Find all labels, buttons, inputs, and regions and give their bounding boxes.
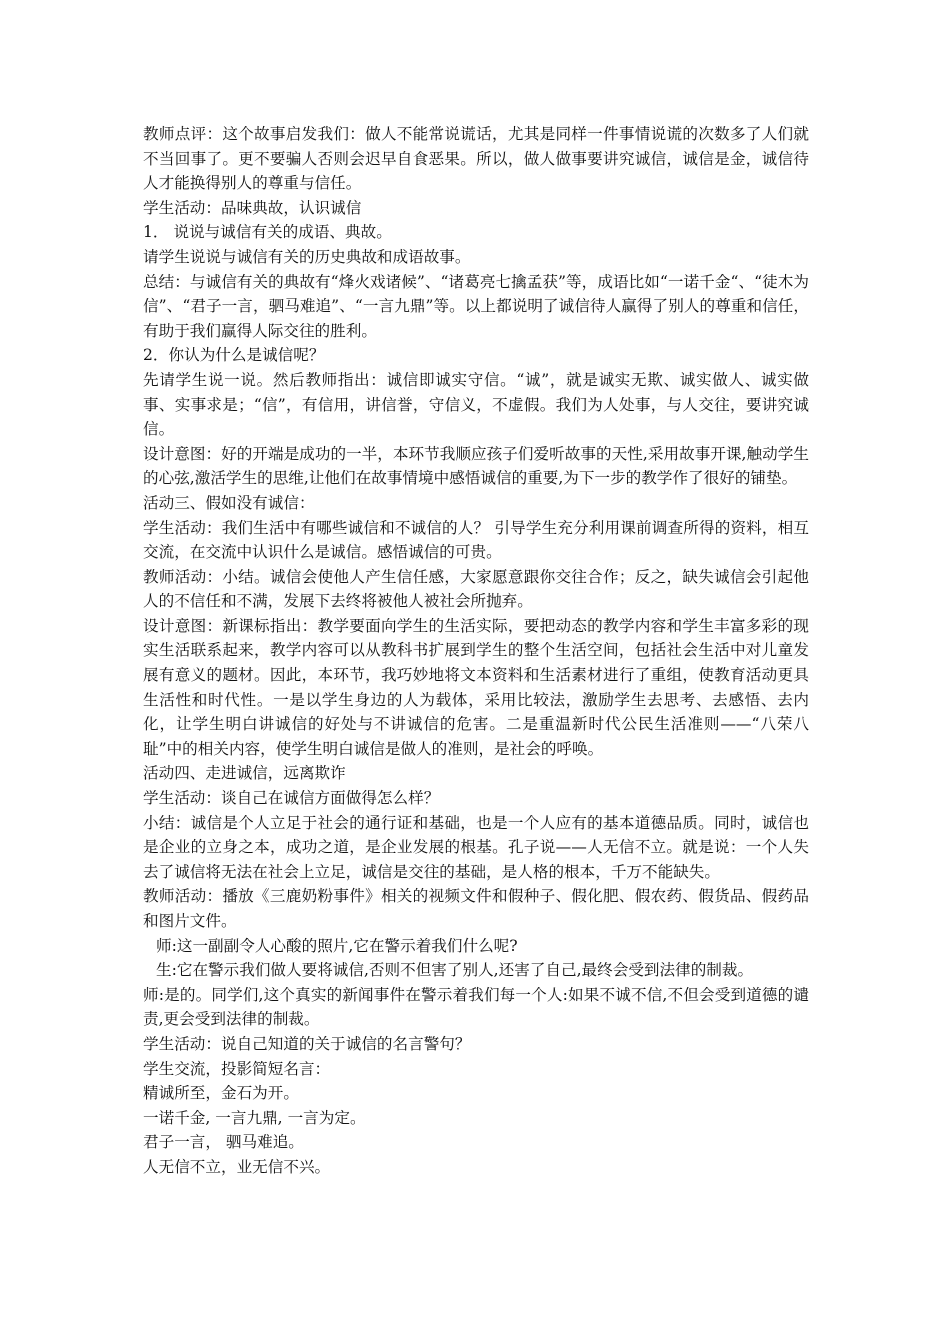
paragraph-student-activity-quotes: 学生活动：说自己知道的关于诚信的名言警句？: [143, 1034, 471, 1053]
paragraph-student-activity-idioms: 学生活动：品味典故，认识诚信: [143, 198, 362, 217]
paragraph-activity-3-heading: 活动三、假如没有诚信：: [143, 493, 315, 512]
paragraph-summary-4: 小结：诚信是个人立足于社会的通行证和基础，也是一个人应有的基本道德品质。同时，诚信也是企业的立身之本，成功之道，是企业发展的根基。孔子说——人无信不立。就是说：一个人失去了诚信将无法在社会上立足，诚信是交往的基础，是人格的根本，千万不能缺失。: [143, 813, 809, 881]
paragraph-teacher-activity-4: 教师活动：播放《三鹿奶粉事件》相关的视频文件和假种子、假化肥、假农药、假货品、假药品和图片文件。: [143, 887, 809, 930]
paragraph-item-2: 2．你认为什么是诚信呢？: [143, 346, 325, 365]
document-body: [143, 122, 809, 1180]
paragraph-design-intent-2: 设计意图：新课标指出：教学要面向学生的生活实际，要把动态的教学内容和学生丰富多彩的现实生活联系起来，教学内容可以从教科书扩展到学生的整个生活空间，包括社会生活中对儿童发展有意义的题材。因此，本环节，我巧妙地将文本资料和生活素材进行了重组，使教育活动更具生活性和时代性。一是以学生身边的人为载体，采用比较法，激励学生去思考、去感悟、去内化，让学生明白讲诚信的好处与不讲诚信的危害。二是重温新时代公民生活准则——“八荣八耻”中的相关内容，使学生明白诚信是做人的准则，是社会的呼唤。: [143, 616, 809, 758]
paragraph-design-intent-1: 设计意图：好的开端是成功的一半，本环节我顺应孩子们爱听故事的天性,采用故事开课,触动学生的心弦,激活学生的思维,让他们在故事情境中感悟诚信的重要,为下一步的教学作了很好的铺垫。: [143, 444, 809, 488]
paragraph-item-1: 1． 说说与诚信有关的成语、典故。: [143, 223, 392, 242]
paragraph-quotes-intro: 学生交流，投影简短名言：: [143, 1059, 331, 1078]
paragraph-teacher-question: 师:这一副副令人心酸的照片,它在警示着我们什么呢?: [156, 936, 518, 955]
quote-3: 君子一言， 驷马难追。: [143, 1133, 304, 1152]
paragraph-activity-4-heading: 活动四、走进诚信，远离欺诈: [143, 764, 346, 783]
paragraph-ask-students: 请学生说说与诚信有关的历史典故和成语故事。: [143, 247, 471, 266]
paragraph-summary-idioms: 总结：与诚信有关的典故有“烽火戏诸候”、“诸葛亮七擒孟获”等，成语比如“一诺千金“、“徒木为信”、“君子一言，驷马难追”、“一言九鼎”等。以上都说明了诚信待人赢得了别人的尊重和信任，有助于我们赢得人际交往的胜利。: [143, 272, 809, 340]
paragraph-student-answer: 生:它在警示我们做人要将诚信,否则不但害了别人,还害了自己,最终会受到法律的制裁。: [156, 961, 754, 980]
paragraph-student-activity-4: 学生活动：谈自己在诚信方面做得怎么样？: [143, 789, 440, 808]
paragraph-teacher-activity-3: 教师活动：小结。诚信会使他人产生信任感，大家愿意跟你交往合作；反之，缺失诚信会引起他人的不信任和不满，发展下去终将被他人被社会所抛弃。: [143, 567, 809, 611]
quote-2: 一诺千金, 一言九鼎, 一言为定。: [143, 1108, 366, 1127]
paragraph-student-activity-3: 学生活动：我们生活中有哪些诚信和不诚信的人？ 引导学生充分利用课前调查所得的资料，相互交流，在交流中认识什么是诚信。感悟诚信的可贵。: [143, 518, 809, 562]
paragraph-teacher-comment: 教师点评：这个故事启发我们：做人不能常说谎话，尤其是同样一件事情说谎的次数多了人们就不当回事了。更不要骗人否则会迟早自食恶果。所以，做人做事要讲究诚信，诚信是金，诚信待人才能换得别人的尊重与信任。: [143, 125, 809, 193]
paragraph-teacher-response: 师:是的。同学们,这个真实的新闻事件在警示着我们每一个人:如果不诚不信,不但会受到道德的谴责,更会受到法律的制裁。: [143, 985, 809, 1029]
paragraph-definition: 先请学生说一说。然后教师指出：诚信即诚实守信。“诚”，就是诚实无欺、诚实做人、诚实做事、实事求是；“信”，有信用，讲信誉，守信义，不虚假。我们为人处事，与人交往，要讲究诚信。: [143, 370, 809, 439]
quote-4: 人无信不立，业无信不兴。: [143, 1157, 331, 1176]
quote-1: 精诚所至，金石为开。: [143, 1084, 299, 1103]
